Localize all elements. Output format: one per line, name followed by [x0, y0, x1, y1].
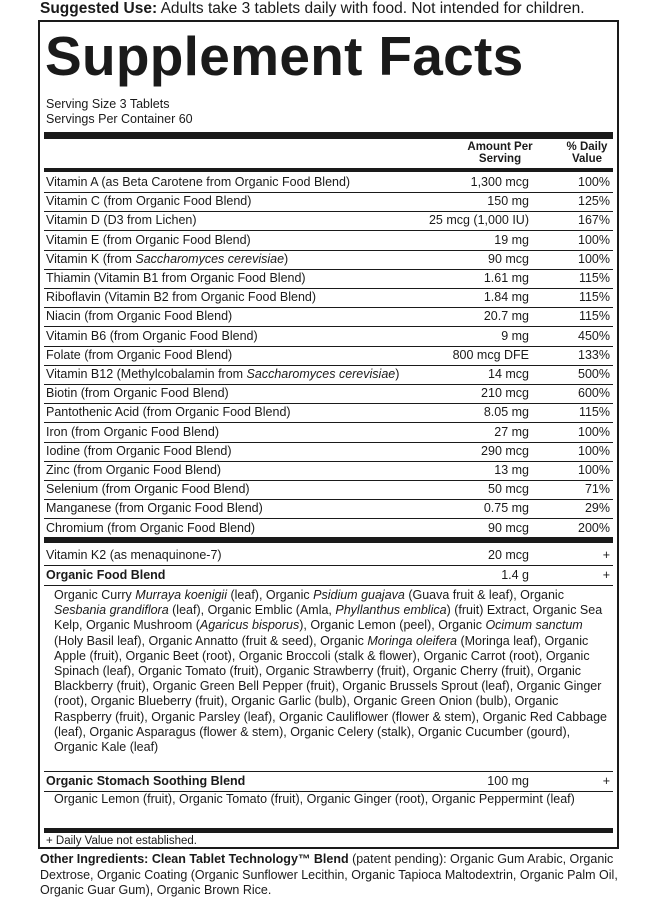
nutrient-amount: 25 mcg (1,000 IU): [428, 213, 529, 228]
food-blend-dv: +: [602, 568, 610, 582]
nutrient-row: [44, 250, 613, 270]
nutrient-name: Vitamin E (from Organic Food Blend): [46, 232, 251, 247]
nutrient-name: Vitamin A (as Beta Carotene from Organic Food Blend): [46, 175, 351, 189]
nutrient-name: Vitamin B12 (Methylcobalamin from Saccharomyces cerevisiae): [46, 367, 400, 381]
nutrient-row: [44, 346, 613, 366]
nutrient-daily-value: 115%: [578, 309, 610, 324]
daily-value-footnote: + Daily Value not established.: [46, 835, 197, 847]
suggested-use-text: Adults take 3 tablets daily with food. Not intended for children.: [157, 0, 585, 17]
amount-header-line1: Amount Per: [467, 141, 533, 153]
dv-header-line2: Value: [571, 153, 603, 165]
nutrient-amount: 0.75 mg: [483, 501, 529, 516]
food-blend-row: [44, 566, 613, 586]
vitamin-k2-dv: +: [602, 548, 610, 562]
nutrient-amount: 290 mcg: [481, 443, 529, 458]
nutrient-name: Thiamin (Vitamin B1 from Organic Food Blend): [46, 271, 306, 285]
nutrient-row: [44, 461, 613, 481]
nutrient-daily-value: 100%: [578, 251, 610, 266]
amount-header-line2: Serving: [478, 153, 522, 165]
vitamin-k2-name: Vitamin K2 (as menaquinone-7): [46, 548, 222, 562]
nutrient-name: Vitamin K (from Saccharomyces cerevisiae): [46, 251, 289, 266]
nutrient-row: [44, 327, 613, 347]
panel-title: Supplement Facts: [45, 25, 524, 87]
thick-divider-top: [44, 132, 613, 139]
thick-divider-middle: [44, 537, 613, 543]
nutrient-name: Vitamin B6 (from Organic Food Blend): [46, 328, 258, 343]
stomach-blend-name: Organic Stomach Soothing Blend: [46, 774, 246, 788]
nutrient-name: Manganese (from Organic Food Blend): [46, 501, 263, 516]
nutrient-name: Zinc (from Organic Food Blend): [46, 463, 222, 477]
nutrient-row: [44, 211, 613, 231]
nutrient-name: Folate (from Organic Food Blend): [46, 347, 233, 362]
stomach-blend-dv: +: [602, 774, 610, 788]
nutrient-amount: 1.84 mg: [483, 290, 529, 305]
nutrient-daily-value: 100%: [578, 175, 610, 189]
nutrient-amount: 9 mg: [501, 328, 529, 343]
amount-per-serving-header: [452, 141, 548, 165]
nutrient-amount: 1,300 mcg: [470, 175, 529, 189]
nutrient-daily-value: 29%: [584, 501, 610, 516]
food-blend-name: Organic Food Blend: [46, 568, 166, 582]
nutrient-name: Vitamin D (D3 from Lichen): [46, 213, 197, 228]
nutrient-row: [44, 480, 613, 500]
stomach-blend-row: [44, 771, 613, 792]
nutrient-name: Riboflavin (Vitamin B2 from Organic Food Blend): [46, 290, 317, 305]
nutrient-daily-value: 200%: [578, 520, 610, 535]
nutrient-row: [44, 499, 613, 519]
nutrient-daily-value: 133%: [578, 347, 610, 362]
nutrient-daily-value: 125%: [578, 194, 610, 209]
nutrient-row: [44, 384, 613, 404]
nutrient-daily-value: 115%: [578, 271, 610, 285]
nutrient-row: [44, 365, 613, 385]
nutrient-amount: 8.05 mg: [483, 405, 529, 420]
nutrient-daily-value: 115%: [578, 290, 610, 305]
nutrient-name: Niacin (from Organic Food Blend): [46, 309, 233, 324]
nutrient-row: [44, 231, 613, 251]
nutrient-daily-value: 115%: [578, 405, 610, 420]
nutrient-name: Iron (from Organic Food Blend): [46, 424, 219, 439]
stomach-blend-ingredients: Organic Lemon (fruit), Organic Tomato (fruit), Organic Ginger (root), Organic Peppermint (leaf): [54, 792, 575, 806]
nutrient-daily-value: 100%: [578, 424, 610, 439]
other-ingredients: [40, 852, 630, 899]
nutrient-row: [44, 403, 613, 423]
nutrient-name: Chromium (from Organic Food Blend): [46, 520, 256, 535]
nutrient-row: [44, 288, 613, 308]
nutrient-daily-value: 100%: [578, 232, 610, 247]
nutrient-daily-value: 71%: [584, 482, 610, 497]
food-blend-ingredients: Organic Curry Murraya koenigii (leaf), Organic Psidium guajava (Guava fruit & leaf), Organic Sesbania grandiflora (leaf), Organic Emblic (Amla, Phyllanthus emblica) (fruit) Extract, Organic Sea Kelp, Organic Mushroom (Agaricus bisporus), Organic Lemon (peel), Organic Ocimum sanctum (Holy Basil leaf), Organic Annatto (fruit & seed), Organic Moringa oleifera (Moringa leaf), Organic Apple (fruit), Organic Beet (root), Organic Broccoli (stalk & flower), Organic Carrot (root), Organic Spinach (leaf), Organic Tomato (fruit), Organic Strawberry (fruit), Organic Cherry (fruit), Organic Blackberry (fruit), Organic Green Bell Pepper (fruit), Organic Brussels Sprout (leaf), Organic Ginger (root), Organic Blueberry (fruit), Organic Garlic (bulb), Organic Green Onion (bulb), Organic Raspberry (fruit), Organic Parsley (leaf), Organic Cauliflower (flower & stem), Organic Red Cabbage (leaf), Organic Asparagus (flower & stem), Organic Celery (stalk), Organic Cucumber (gourd), Organic Kale (leaf): [54, 588, 607, 755]
nutrient-daily-value: 167%: [578, 213, 610, 228]
supplement-facts-panel: [38, 20, 619, 849]
medium-divider: [44, 168, 613, 172]
servings-per-container: Servings Per Container 60: [46, 112, 193, 126]
vitamin-k2-amount: 20 mcg: [488, 548, 529, 562]
nutrient-row: [44, 173, 613, 193]
nutrient-name: Vitamin C (from Organic Food Blend): [46, 194, 252, 209]
nutrient-name: Iodine (from Organic Food Blend): [46, 443, 232, 458]
suggested-use-label: Suggested Use:: [40, 0, 158, 17]
food-blend-amount: 1.4 g: [501, 568, 529, 582]
other-ingredients-label: Other Ingredients: Clean Tablet Technology™ Blend: [40, 852, 349, 866]
nutrient-daily-value: 100%: [578, 443, 610, 458]
nutrient-daily-value: 500%: [578, 367, 610, 381]
daily-value-header: [555, 141, 619, 165]
other-ingredients-text: (patent pending): Organic Gum Arabic, Organic Dextrose, Organic Coating (Organic Sunflower Lecithin, Organic Tapioca Maltodextrin, Organic Palm Oil, Organic Guar Gum), Organic Brown Rice.: [40, 852, 618, 897]
thick-divider-bottom: [44, 828, 613, 833]
dv-header-line1: % Daily: [566, 141, 608, 153]
nutrient-row: [44, 423, 613, 443]
nutrient-name: Selenium (from Organic Food Blend): [46, 482, 250, 497]
nutrient-amount: 19 mg: [494, 232, 529, 247]
nutrient-amount: 800 mcg DFE: [452, 347, 529, 362]
serving-size: Serving Size 3 Tablets: [46, 97, 170, 111]
nutrient-amount: 27 mg: [494, 424, 529, 439]
nutrient-row: [44, 519, 613, 538]
nutrient-daily-value: 100%: [578, 463, 610, 477]
nutrient-amount: 90 mcg: [488, 520, 529, 535]
nutrient-amount: 20.7 mg: [483, 309, 529, 324]
suggested-use: [40, 0, 585, 18]
nutrient-name: Pantothenic Acid (from Organic Food Blend): [46, 405, 291, 420]
nutrient-amount: 1.61 mg: [483, 271, 529, 285]
nutrient-row: [44, 307, 613, 327]
nutrient-name: Biotin (from Organic Food Blend): [46, 386, 229, 401]
nutrient-row: [44, 192, 613, 212]
vitamin-k2-row: [44, 546, 613, 566]
nutrient-daily-value: 450%: [578, 328, 610, 343]
nutrient-amount: 50 mcg: [488, 482, 529, 497]
stomach-blend-amount: 100 mg: [487, 774, 529, 788]
nutrient-amount: 13 mg: [494, 463, 529, 477]
nutrient-amount: 150 mg: [487, 194, 529, 209]
nutrient-daily-value: 600%: [578, 386, 610, 401]
nutrient-row: [44, 442, 613, 462]
nutrient-amount: 210 mcg: [481, 386, 529, 401]
nutrient-amount: 90 mcg: [488, 251, 529, 266]
nutrient-row: [44, 269, 613, 289]
nutrient-amount: 14 mcg: [488, 367, 529, 381]
